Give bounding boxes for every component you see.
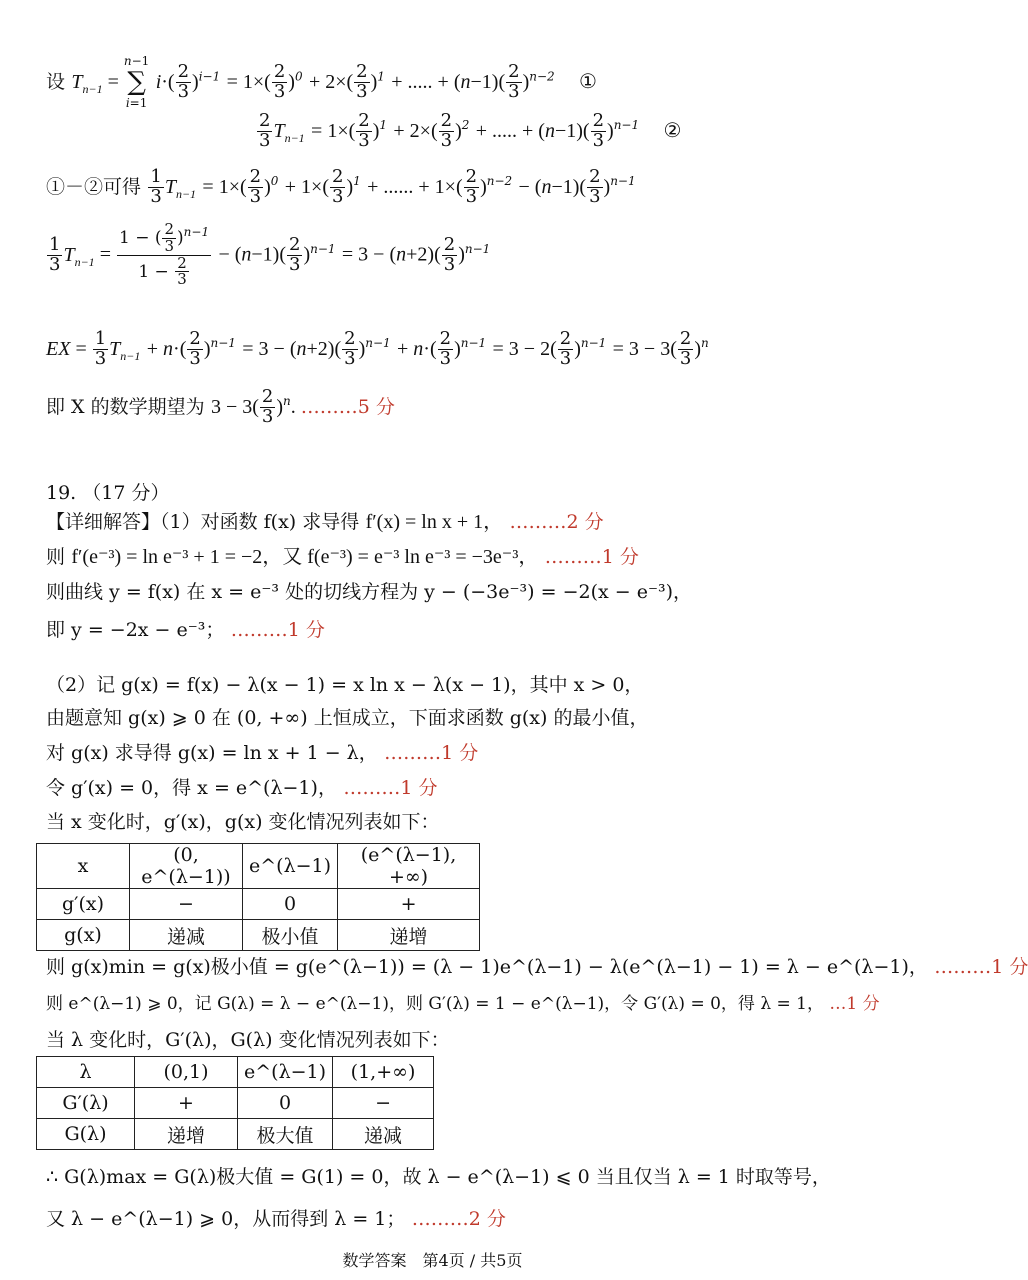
eq-line-5: EX = $\frac{1}{3}$ $T_{n-1} + n\cdot$( $\frac{2}{3}$ )$^{n-1}$ = 3 − (n+2)( $\frac{2}{3}$ )$^{n-1}$ + n·( $\frac{2}{3}$ )$^{n-1}$ = 3 − 2( $\frac{2}{3}$ )$^{n-1}$ = 3 − 3( $\frac{2}{3}$ )$^n$ [46, 328, 709, 369]
q19-p2-line-9: ∴ G(λ)max = G(λ)极大值 = G(1) = 0，故 λ − e^(λ−1) ⩽ 0 当且仅当 λ = 1 时取等号， [46, 1166, 831, 1188]
table-cell: λ [37, 1057, 135, 1088]
table-cell: − [333, 1088, 434, 1119]
q19-p2-line-7: 则 e^(λ−1) ⩾ 0，记 G(λ) = λ − e^(λ−1)，则 G′(λ) = 1 − e^(λ−1)，令 G′(λ) = 0，得 λ = 1， …1 分 [46, 994, 880, 1014]
table-cell: − [130, 889, 243, 920]
table-cell: 极小值 [243, 920, 338, 951]
table-cell: + [135, 1088, 238, 1119]
table-row [37, 1119, 434, 1150]
q19-p2-line-2: 由题意知 g(x) ⩾ 0 在 (0, +∞) 上恒成立，下面求函数 g(x) 的最小值， [46, 707, 649, 729]
table-cell: (e^(λ−1), +∞) [338, 844, 480, 889]
q19-p2-line-5: 当 x 变化时，g′(x)，g(x) 变化情况列表如下： [46, 811, 440, 833]
table-cell: g′(x) [37, 889, 130, 920]
q19-p2-line-8: 当 λ 变化时，G′(λ)，G(λ) 变化情况列表如下： [46, 1029, 450, 1051]
q19-line-3: 则曲线 y = f(x) 在 x = e⁻³ 处的切线方程为 y − (−3e⁻³) = −2(x − e⁻³)， [46, 581, 693, 603]
q19-p2-line-6: 则 g(x)min = g(x)极小值 = g(e^(λ−1)) = (λ − 1)e^(λ−1) − λ(e^(λ−1) − 1) = λ − e^(λ−1)， ………1 分 [46, 956, 1028, 978]
eq-line-2: $\frac{2}{3}$ $T_{n-1} = 1\times$( $\frac{2}{3}$ )$^1$ + 2×( $\frac{2}{3}$ )$^2$ + ..... + (n−1)( $\frac{2}{3}$ )$^{n-1}$ ② [259, 110, 682, 151]
table-cell: (0, e^(λ−1)) [130, 844, 243, 889]
table-row [37, 1088, 434, 1119]
table-cell: (0,1) [135, 1057, 238, 1088]
table-cell: 0 [243, 889, 338, 920]
q19-line-2: 则 f′(e⁻³) = ln e⁻³ + 1 = −2，又 f(e⁻³) = e⁻³ ln e⁻³ = −3e⁻³， ………1 分 [46, 546, 639, 568]
table-cell: G(λ) [37, 1119, 135, 1150]
eq-line-3: ①－②可得 $\frac{1}{3}$ $T_{n-1} = 1\times$( $\frac{2}{3}$ )$^0$ + 1×( $\frac{2}{3}$ )$^1$ + ...... + 1×( $\frac{2}{3}$ )$^{n-2}$ − (n−1)( $\frac{2}{3}$ )$^{n-1}$ [46, 166, 636, 207]
table-cell: x [37, 844, 130, 889]
table-cell: + [338, 889, 480, 920]
table-cell: 递减 [333, 1119, 434, 1150]
q19-p2-line-4: 令 g′(x) = 0，得 x = e^(λ−1)， ………1 分 [46, 777, 438, 799]
sum-symbol: n−1 ∑ i=1 [123, 54, 150, 110]
q19-p2-line-3: 对 g(x) 求导得 g(x) = ln x + 1 − λ， ………1 分 [46, 742, 479, 764]
eq-line-4: $\frac{1}{3}$ $T_{n-1}$ = 1 − ( $\frac{2}{3}$ )$^{n-1}$ 1 − $\frac{2}{3}$ − (n−1)( $\frac{2}{3}$ )$^{n-1}$ = 3 − (n+2)( $\frac{2}{3}$ )$^{n-1}$ [49, 220, 491, 289]
variation-table-G [36, 1056, 434, 1150]
q19-p2-line-10: 又 λ − e^(λ−1) ⩾ 0，从而得到 λ = 1； ………2 分 [46, 1208, 506, 1230]
table-cell: 递减 [130, 920, 243, 951]
q19-p2-line-1: （2）记 g(x) = f(x) − λ(x − 1) = x ln x − λ(x − 1)，其中 x > 0， [46, 674, 644, 696]
question-header: 19. （17 分） [46, 482, 170, 504]
table-cell: 递增 [135, 1119, 238, 1150]
variation-table-g [36, 843, 480, 951]
table-row [37, 844, 480, 889]
table-cell: 递增 [338, 920, 480, 951]
conclusion-line: 即 X 的数学期望为 3 − 3( $\frac{2}{3}$ )$^n$. ………5 分 [46, 386, 395, 427]
table-cell: e^(λ−1) [238, 1057, 333, 1088]
eq-line-1: 设 $T_{n-1} = n-1$ ∑ i=1 i·( $\frac{2}{3}$ )$^{i-1}$ = 1×( $\frac{2}{3}$ )$^0$ + 2×( $\frac{2}{3}$ )$^1$ + ..... + (n−1)( $\frac{2}{3}$ )$^{n-2}$ ① [46, 54, 597, 110]
table-cell: 0 [238, 1088, 333, 1119]
table-cell: g(x) [37, 920, 130, 951]
q19-line-4: 即 y = −2x − e⁻³； ………1 分 [46, 619, 325, 641]
table-cell: (1,+∞) [333, 1057, 434, 1088]
q19-line-1: 【详细解答】（1）对函数 f(x) 求导得 f′(x) = ln x + 1， ………2 分 [46, 511, 604, 533]
table-row [37, 920, 480, 951]
table-cell: e^(λ−1) [243, 844, 338, 889]
table-row [37, 1057, 434, 1088]
page-footer: 数学答案 第4页 / 共5页 [342, 1251, 523, 1270]
table-cell: G′(λ) [37, 1088, 135, 1119]
table-row [37, 889, 480, 920]
table-cell: 极大值 [238, 1119, 333, 1150]
